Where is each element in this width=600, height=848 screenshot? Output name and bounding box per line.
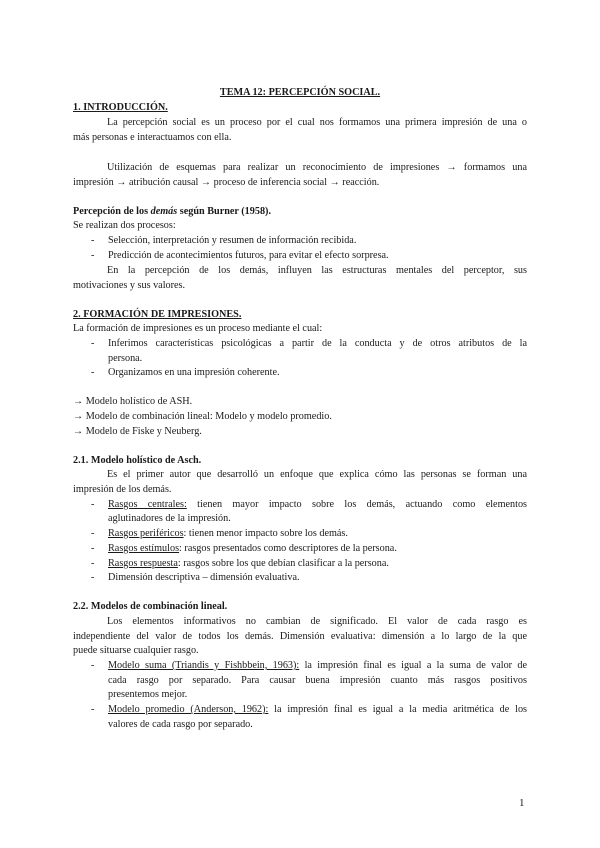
s2-intro: La formación de impresiones es un proceso mediante el cual: [73,323,323,334]
s22-model-2-line-2: valores de cada rasgo por separado. [108,719,253,730]
model-description: la impresión final es igual a la suma de valor de [299,660,528,671]
s21-trait-3 [108,542,527,556]
bullet-dash: - [91,572,95,583]
s1-paragraph-1-line-2: más personas e interactuamos con ella. [73,132,232,143]
s1-paragraph-1-line-1: La percepción social es un proceso por el cual nos formamos una primera impresión de una o [107,117,527,128]
bullet-dash: - [91,704,95,715]
s21-trait-1-line-2: aglutinadores de la impresión. [108,513,231,524]
s2-item-1-line-1: Inferimos características psicológicas a partir de la conducta y de otros atributos de la [108,338,527,349]
bullet-dash: - [91,338,95,349]
s22-model-1-line-1 [108,659,527,673]
section-1-heading: 1. INTRODUCCIÓN. [73,102,168,113]
section-2-heading: 2. FORMACIÓN DE IMPRESIONES. [73,309,242,320]
page-number: 1 [519,797,525,809]
s1-paragraph-2-line-2: impresión → atribución causal → proceso de inferencia social → reacción. [73,177,380,188]
bullet-dash: - [91,528,95,539]
s1-subheading-post: según Burner (1958). [177,206,272,217]
section-2-2-heading: 2.2. Modelos de combinación lineal. [73,601,228,612]
s2-model-3: → Modelo de Fiske y Neuberg. [73,426,202,437]
s21-trait-1-line-1 [108,498,527,512]
bullet-dash: - [91,543,95,554]
bullet-dash: - [91,660,95,671]
s21-paragraph-line-1: Es el primer autor que desarrolló un enfoque que explica cómo las personas se forman una [107,469,527,480]
model-term: Modelo promedio (Anderson, 1962): [108,704,269,715]
model-description: la impresión final es igual a la media aritmética de los [268,704,527,715]
trait-description: : rasgos sobre los que debían clasificar a la persona. [177,558,389,569]
s2-model-2: → Modelo de combinación lineal: Modelo y modelo promedio. [73,411,332,422]
s1-subheading-emphasis: demás [150,206,178,217]
s22-model-1-line-3: presentemos mejor. [108,689,188,700]
trait-term: Rasgos centrales: [108,499,187,510]
model-term: Modelo suma (Triandis y Fishbbein, 1963): [108,660,300,671]
s1-paragraph-3-line-1: En la percepción de los demás, influyen las estructuras mentales del perceptor, sus [107,265,527,276]
s21-paragraph-line-2: impresión de los demás. [73,484,172,495]
trait-description: : rasgos presentados como descriptores de la persona. [179,543,397,554]
s22-model-2-line-1 [108,703,527,717]
s21-trait-2 [108,527,527,541]
s1-list-item-2: Predicción de acontecimientos futuros, para evitar el efecto sorpresa. [108,250,389,261]
s2-model-1: → Modelo holístico de ASH. [73,396,193,407]
s1-subheading-pre: Percepción de los [73,206,151,217]
bullet-dash: - [91,499,95,510]
trait-term: Rasgos periféricos [108,528,184,539]
s22-paragraph-line-2: independiente del valor de todos los demás. Dimensión evaluativa: dimensión a lo largo de la que [73,631,527,642]
s2-item-1-line-2: persona. [108,353,143,364]
s21-trait-4 [108,557,527,571]
bullet-dash: - [91,558,95,569]
s22-model-1-line-2: cada rasgo por separado. Para causar buena impresión cuanto más rasgos positivos [108,675,527,686]
bullet-dash: - [91,367,95,378]
s21-trait-5: Dimensión descriptiva – dimensión evaluativa. [108,572,300,583]
bullet-dash: - [91,250,95,261]
trait-description: : tienen menor impacto sobre los demás. [183,528,348,539]
trait-description: tienen mayor impacto sobre los demás, actuando como elementos [186,499,528,510]
s1-paragraph-2-line-1: Utilización de esquemas para realizar un reconocimiento de impresiones → formamos una [107,162,527,173]
s1-paragraph-3-line-2: motivaciones y sus valores. [73,280,186,291]
s1-subheading [73,205,527,219]
trait-term: Rasgos estímulos [108,543,180,554]
page-title: TEMA 12: PERCEPCIÓN SOCIAL. [219,87,381,98]
section-2-1-heading: 2.1. Modelo holístico de Asch. [73,455,202,466]
s22-paragraph-line-3: puede situarse cualquier rasgo. [73,645,199,656]
s1-list-item-1: Selección, interpretación y resumen de información recibida. [108,235,357,246]
s2-item-2: Organizamos en una impresión coherente. [108,367,280,378]
bullet-dash: - [91,235,95,246]
trait-term: Rasgos respuesta [108,558,178,569]
s1-list-intro: Se realizan dos procesos: [73,220,176,231]
s22-paragraph-line-1: Los elementos informativos no cambian de significado. El valor de cada rasgo es [107,616,527,627]
